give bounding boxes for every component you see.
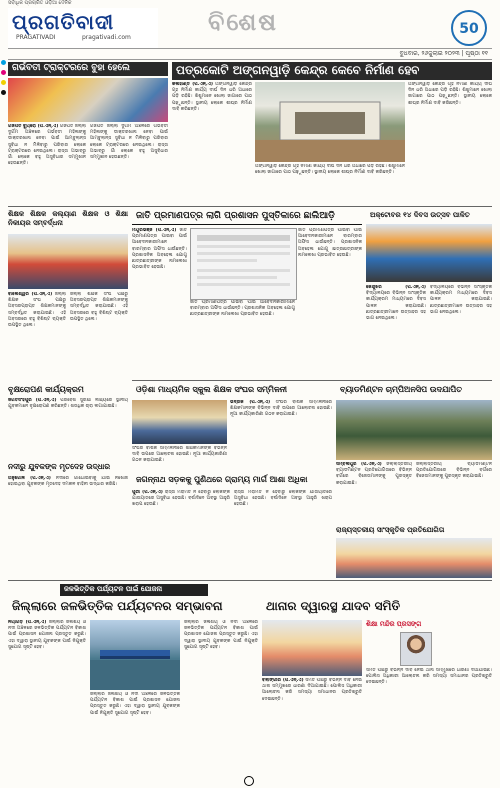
story-7-body-cont: ସଂଘର ବାର୍ଷିକ ସମ୍ମିଳନୀରେ ଶିକ୍ଷକମାନଙ୍କ ବିଭିନ୍ନ ଦାବି ଉପରେ ଆଲୋଚନା ହୋଇଛି। ନୂଆ କାର୍ଯ୍ୟକାରିଣୀ ଗଠନ କରାଯାଇଛି।: [132, 446, 227, 464]
story-7-photo: [132, 400, 227, 444]
building-illustration: [255, 82, 405, 162]
story-12-body: ଜିଲ୍ଲାର ଜଳାଶୟ ଓ ନଦୀ ଅଞ୍ଚଳରେ ଜଳଭିତ୍ତିକ ପର୍ଯ୍ୟଟନ ବିକାଶ ପାଇଁ ପ୍ରଶାସନ ଯୋଜନା ପ୍ରସ୍ତୁତ କରୁଛି। ଏହା ଦ୍ୱାରା ସ୍ଥାନୀୟ ଯୁବକଙ୍କ ପାଇଁ ନିଯୁକ୍ତି ସୁଯୋଗ ସୃଷ୍ଟି ହେବ।: [8, 620, 86, 650]
story-4-headline[interactable]: ଜାତି ପ୍ରମାଣପତ୍ର ଲାଗି ପ୍ରଶାସନ ପୁସ୍ତିକାରେ ଛାଲିଆଡ଼ି: [132, 210, 362, 225]
story-12-body-col2: [90, 692, 180, 780]
story-10-headline[interactable]: ନଦୀରୁ ଯୁବକଙ୍କ ମୃତଦେହ ଉଦ୍ଧାର: [8, 462, 111, 471]
story-1-body: ଗଜପତି ଜିଲ୍ଲା ଦୁର୍ଗମ ଅଞ୍ଚଳରେ ଗର୍ଭବତୀ ମହିଳାଙ୍କୁ ଡାକ୍ତରଖାନା ନେବା ପାଇଁ ଆମ୍ବୁଲାନ୍ସ ସୁବିଧା ନ ମିଳିବାରୁ ପରିବାର ଲୋକେ ଟ୍ରାକ୍ଟରରେ ନେଇଥିଲେ। ରାସ୍ତା ଅଭାବରୁ ଗାଁ ଲୋକେ ବହୁ ଅସୁବିଧାର ସମ୍ମୁଖୀନ ହେଉଛନ୍ତି।: [8, 124, 86, 167]
story-3-body: ଜିଲ୍ଲା ଶିକ୍ଷକ ସଂଘ ପକ୍ଷରୁ ଅବସରପ୍ରାପ୍ତ ଶିକ୍ଷକମାନଙ୍କୁ ସମ୍ବର୍ଦ୍ଧିତ କରାଯାଇଛି। ଏହି ଅବସରରେ ବହୁ ବିଶିଷ୍ଟ ବ୍ୟକ୍ତି ଉପସ୍ଥିତ ଥିଲେ।: [8, 292, 66, 329]
story-3-photo: [8, 234, 128, 289]
story-13-body: ସମିତି ପକ୍ଷରୁ ବିଭିନ୍ନ ଦାବି ନେଇ ଥାନା ସମ୍ମୁଖରେ ଧାରଣା ଦିଆଯାଇଛି। ପୋଲିସ ଅଧିକାରୀ ଆଲୋଚନା କରି ସମସ୍ୟା ସମାଧାନର ପ୍ରତିଶ୍ରୁତି ଦେଇଛନ୍ତି।: [262, 678, 362, 702]
divider-3: [8, 580, 492, 581]
story-13-photo: [262, 620, 362, 676]
story-2-body: ଅଙ୍ଗନୱାଡ଼ି କେନ୍ଦ୍ର ଗୃହ ନିର୍ମାଣ କାର୍ଯ୍ୟ ଦୀର୍ଘ ଦିନ ଧରି ଅଧାରେ ପଡ଼ି ରହିଛି। ଶିଶୁମାନେ ଖୋଲା ଜାଗାରେ ପାଠ ପଢ଼ୁଛନ୍ତି। ସ୍ଥାନୀୟ ଲୋକେ ଶୀଘ୍ର ନିର୍ମାଣ ଦାବି କରିଛନ୍ତି।: [172, 82, 252, 112]
story-6-byline: ଜଗତସିଂହପୁର (ପି.ଏନ୍.ଏ): [8, 398, 57, 403]
date-line: [8, 48, 492, 60]
document-lines-illustration: [191, 229, 296, 299]
section-title: ବିଶେଷ: [208, 8, 278, 36]
story-12-body-col3: [184, 620, 258, 780]
story-4-body-col3: [298, 228, 362, 378]
story-12-photo: [90, 620, 180, 690]
story-2-body-cont2: ଅଙ୍ଗନୱାଡ଼ି କେନ୍ଦ୍ର ଗୃହ ନିର୍ମାଣ କାର୍ଯ୍ୟ ଦୀର୍ଘ ଦିନ ଧରି ଅଧାରେ ପଡ଼ି ରହିଛି। ଶିଶୁମାନେ ଖୋଲା ଜାଗାରେ ପାଠ ପଢ଼ୁଛନ୍ତି। ସ୍ଥାନୀୟ ଲୋକେ ଶୀଘ୍ର ନିର୍ମାଣ ଦାବି କରିଛନ୍ତି।: [408, 82, 492, 106]
story-4-body-cont2: ଜାତି ପ୍ରମାଣପତ୍ର ପାଇବା ପାଇଁ ଆବେଦନକାରୀମାନେ ବାରମ୍ବାର ଅଫିସ ଧାଉଁଛନ୍ତି। ପ୍ରଶାସନିକ ଅବହେଳା ଯୋଗୁ ଛାତ୍ରଛାତ୍ରୀଙ୍କ ନାମଲେଖା ପ୍ରଭାବିତ ହେଉଛି।: [298, 228, 362, 258]
story-7-body-col1: [230, 400, 332, 470]
story-3-body-cont: ଜିଲ୍ଲା ଶିକ୍ଷକ ସଂଘ ପକ୍ଷରୁ ଅବସରପ୍ରାପ୍ତ ଶିକ୍ଷକମାନଙ୍କୁ ସମ୍ବର୍ଦ୍ଧିତ କରାଯାଇଛି। ଏହି ଅବସରରେ ବହୁ ବିଶିଷ୍ଟ ବ୍ୟକ୍ତି ଉପସ୍ଥିତ ଥିଲେ।: [70, 292, 128, 322]
story-5-byline: କେନ୍ଦୁଝର (ପି.ଏନ୍.ଏ): [366, 285, 426, 290]
story-6-body: [8, 398, 128, 458]
story-9-body-col2: [234, 490, 332, 550]
story-3-byline: ବାଲେଶ୍ୱର (ପି.ଏନ୍.ଏ): [8, 292, 53, 297]
anniversary-badge: [446, 8, 492, 48]
story-13-body-col1: [262, 678, 362, 780]
story-3-body-col1: [8, 292, 66, 380]
story-2-body-col2: [255, 164, 405, 202]
story-1-body-cont: ଗଜପତି ଜିଲ୍ଲା ଦୁର୍ଗମ ଅଞ୍ଚଳରେ ଗର୍ଭବତୀ ମହିଳାଙ୍କୁ ଡାକ୍ତରଖାନା ନେବା ପାଇଁ ଆମ୍ବୁଲାନ୍ସ ସୁବିଧା ନ ମିଳିବାରୁ ପରିବାର ଲୋକେ ଟ୍ରାକ୍ଟରରେ ନେଇଥିଲେ। ରାସ୍ତା ଅଭାବରୁ ଗାଁ ଲୋକେ ବହୁ ଅସୁବିଧାର ସମ୍ମୁଖୀନ ହେଉଛନ୍ତି।: [90, 124, 168, 161]
story-1-body-col2: [90, 124, 168, 204]
story-5-headline[interactable]: ଅକ୍ଟୋବର ୧୪ ଦିବସ ଉତ୍ସବ ପାଳିତ: [366, 210, 492, 222]
story-13-body-cont: ସମିତି ପକ୍ଷରୁ ବିଭିନ୍ନ ଦାବି ନେଇ ଥାନା ସମ୍ମୁଖରେ ଧାରଣା ଦିଆଯାଇଛି। ପୋଲିସ ଅଧିକାରୀ ଆଲୋଚନା କରି ସମସ୍ୟା ସମାଧାନର ପ୍ରତିଶ୍ରୁତି ଦେଇଛନ୍ତି।: [366, 668, 492, 686]
story-7-headline[interactable]: ଓଡ଼ିଶା ମାଧ୍ୟମିକ ସ୍କୁଲ ଶିକ୍ଷକ ସଂଘର ସମ୍ମିଳନୀ: [132, 384, 332, 398]
story-8-byline: ସମ୍ବଲପୁର (ପି.ଏନ୍.ଏ): [336, 462, 382, 467]
story-2-byline: କଳାହାଣ୍ଡି (ପି.ଏନ୍.ଏ): [172, 82, 213, 87]
story-2-body-cont: ଅଙ୍ଗନୱାଡ଼ି କେନ୍ଦ୍ର ଗୃହ ନିର୍ମାଣ କାର୍ଯ୍ୟ ଦୀର୍ଘ ଦିନ ଧରି ଅଧାରେ ପଡ଼ି ରହିଛି। ଶିଶୁମାନେ ଖୋଲା ଜାଗାରେ ପାଠ ପଢ଼ୁଛନ୍ତି। ସ୍ଥାନୀୟ ଲୋକେ ଶୀଘ୍ର ନିର୍ମାଣ ଦାବି କରିଛନ୍ତି।: [255, 164, 405, 176]
story-13-headline[interactable]: ଥାନାର ଦ୍ୱାରସ୍ଥ ଯାଦବ ସମିତି: [262, 598, 492, 616]
story-11-headline[interactable]: ରାଜ୍ୟସ୍ତରୀୟ ସାଂସ୍କୃତିକ ପ୍ରତିଯୋଗିତା: [336, 526, 445, 534]
registration-marks: [0, 0, 8, 788]
story-4-body: ଜାତି ପ୍ରମାଣପତ୍ର ପାଇବା ପାଇଁ ଆବେଦନକାରୀମାନେ ବାରମ୍ବାର ଅଫିସ ଧାଉଁଛନ୍ତି। ପ୍ରଶାସନିକ ଅବହେଳା ଯୋଗୁ ଛାତ୍ରଛାତ୍ରୀଙ୍କ ନାମଲେଖା ପ୍ରଭାବିତ ହେଉଛି।: [132, 228, 187, 271]
story-13-inset-title: ଶିକ୍ଷା ମନ୍ଦିର ପ୍ରସଙ୍ଗ: [366, 620, 422, 628]
story-4-byline: ମୟୂରଭଞ୍ଜ (ପି.ଏନ୍.ଏ): [132, 228, 177, 233]
story-10-byline: ଅନୁଗୋଳ (ପି.ଏନ୍.ଏ): [8, 476, 51, 481]
story-9-body-col1: [132, 490, 230, 550]
divider-2: [132, 380, 492, 381]
story-12-body-col1: [8, 620, 86, 780]
story-4-body-col2: [190, 300, 295, 378]
story-12-body-cont: ଜିଲ୍ଲାର ଜଳାଶୟ ଓ ନଦୀ ଅଞ୍ଚଳରେ ଜଳଭିତ୍ତିକ ପର୍ଯ୍ୟଟନ ବିକାଶ ପାଇଁ ପ୍ରଶାସନ ଯୋଜନା ପ୍ରସ୍ତୁତ କରୁଛି। ଏହା ଦ୍ୱାରା ସ୍ଥାନୀୟ ଯୁବକଙ୍କ ପାଇଁ ନିଯୁକ୍ତି ସୁଯୋଗ ସୃଷ୍ଟି ହେବ।: [90, 692, 180, 716]
anniversary-number: 50: [459, 21, 479, 37]
story-2-body-col3: [408, 82, 492, 202]
anniversary-emblem-icon: [446, 8, 492, 48]
story-2-photo: [255, 82, 405, 162]
story-4-body-cont: ଜାତି ପ୍ରମାଣପତ୍ର ପାଇବା ପାଇଁ ଆବେଦନକାରୀମାନେ ବାରମ୍ବାର ଅଫିସ ଧାଉଁଛନ୍ତି। ପ୍ରଶାସନିକ ଅବହେଳା ଯୋଗୁ ଛାତ୍ରଛାତ୍ରୀଙ୍କ ନାମଲେଖା ପ୍ରଭାବିତ ହେଉଛି।: [190, 300, 295, 318]
story-6-body-text: ପରିବେଶ ସୁରକ୍ଷା ଲକ୍ଷ୍ୟରେ ସ୍ଥାନୀୟ ଯୁବକମାନେ ବୃକ୍ଷରୋପଣ କରିଛନ୍ତି। ଶତାଧିକ ଚାରା ଲଗାଯାଇଛି।: [8, 398, 128, 410]
story-1-headline[interactable]: ଗର୍ଭବତୀ ଟ୍ରାକ୍ଟରରେ ବୁହା ହେଲେ: [8, 62, 168, 76]
story-13-byline: ବଲାଙ୍ଗୀର (ପି.ଏନ୍.ଏ): [262, 678, 304, 683]
story-2-headline[interactable]: ପତ୍ରକୋଟି ଅଙ୍ଗନୱାଡ଼ି କେନ୍ଦ୍ର କେବେ ନିର୍ମାଣ ହେବ: [172, 62, 492, 80]
story-7-byline: ଭଦ୍ରକ (ପି.ଏନ୍.ଏ): [230, 400, 271, 405]
story-5-body-col1: [366, 285, 426, 380]
issue-date: ବୁଧବାର, ୨୬ଜୁଲାଇ ୨୦୨୩ | ପୃଷ୍ଠା ୧୧: [399, 50, 488, 57]
story-10-body: [8, 476, 128, 550]
story-8-body-col2: [416, 462, 492, 522]
story-9-body-cont: ରାସ୍ତା ମରାମତି ନ ହେବାରୁ ଲୋକଙ୍କ ଯାତାୟାତରେ ଅସୁବିଧା ହେଉଛି। ବର୍ଷାଦିନେ ଅବସ୍ଥା ଆହୁରି ଖରାପ ହେଉଛି।: [234, 490, 332, 508]
story-10-body-text: ନଦୀରେ ଗାଧୋଇବାକୁ ଯାଇ ନିଖୋଜ ହୋଇଥିବା ଯୁବକଙ୍କ ମୃତଦେହ ଦମକଳ ବାହିନୀ ଉଦ୍ଧାର କରିଛି।: [8, 476, 128, 488]
story-1-byline: ଗଜପତି ବ୍ୟୁରୋ (ପି.ଏନ୍.ଏ): [8, 124, 59, 129]
logo-url: pragativadi.com: [82, 34, 131, 41]
story-5-photo: [366, 224, 492, 282]
story-7-body-col2: [132, 446, 227, 470]
divider-1: [8, 206, 492, 207]
tagline: ସର୍ବାଧିକ ପ୍ରଚାରିତ ଓଡ଼ିଆ ଦୈନିକ: [8, 0, 72, 6]
story-1-photo: [8, 78, 168, 122]
story-8-headline[interactable]: ବ୍ୟାଡମିଣ୍ଟନ ଚାମ୍ପିଅନସିପ ଉଦଯାପିତ: [336, 384, 492, 398]
story-8-photo: [336, 400, 492, 460]
story-5-body-col2: [430, 285, 492, 380]
story-9-headline[interactable]: ଜଗନ୍ନାଥ ସଡ଼କକୁ ପୁଣିଥରେ ଗ୍ରାମ୍ୟ ମାର୍ଗ ଆଶା ଅଧିକା: [132, 474, 332, 488]
story-5-body: ବିଦ୍ୟାଳୟରେ ବିଭିନ୍ନ ସାଂସ୍କୃତିକ କାର୍ଯ୍ୟକ୍ରମ ମାଧ୍ୟମରେ ଦିବସ ପାଳନ କରାଯାଇଛି। ଛାତ୍ରଛାତ୍ରୀମାନେ ଉତ୍ସାହର ସହ ଭାଗ ନେଇଥିଲେ।: [366, 291, 426, 322]
story-12-byline: ନୟାଗଡ଼ (ପି.ଏନ୍.ଏ): [8, 620, 47, 625]
story-12-kicker: ଜଳଭିତ୍ତିକ ପର୍ଯ୍ୟଟନ ପାଇଁ ଯୋଜନା: [60, 584, 208, 596]
story-4-body-col1: [132, 228, 187, 378]
story-13-body-col2: [366, 668, 492, 780]
story-3-headline[interactable]: ଶିକ୍ଷକ ଶିକ୍ଷକ କଲ୍ୟାଣ ଶିକ୍ଷକ ଓ ଶିକ୍ଷା ନିକାୟର ସମ୍ବର୍ଦ୍ଧନା: [8, 210, 128, 227]
yellow-mark: [1, 80, 6, 85]
story-9-body: ରାସ୍ତା ମରାମତି ନ ହେବାରୁ ଲୋକଙ୍କ ଯାତାୟାତରେ ଅସୁବିଧା ହେଉଛି। ବର୍ଷାଦିନେ ଅବସ୍ଥା ଆହୁରି ଖରାପ ହେଉଛି।: [132, 490, 230, 508]
black-mark: [1, 90, 6, 95]
story-8-body-cont: ଜିଲ୍ଲାସ୍ତରୀୟ ବ୍ୟାଡମିଣ୍ଟନ ପ୍ରତିଯୋଗିତାରେ ବିଭିନ୍ନ ବର୍ଗରେ ବିଜେତାମାନଙ୍କୁ ପୁରସ୍କୃତ କରାଯାଇଛି।: [416, 462, 492, 480]
story-11-photo: [336, 538, 492, 578]
story-4-document-photo: [190, 228, 297, 300]
story-8-body-col1: [336, 462, 412, 522]
cyan-mark: [1, 60, 6, 65]
registration-target-icon: [244, 776, 254, 786]
masthead: [8, 0, 492, 48]
story-5-body-cont: ବିଦ୍ୟାଳୟରେ ବିଭିନ୍ନ ସାଂସ୍କୃତିକ କାର୍ଯ୍ୟକ୍ରମ ମାଧ୍ୟମରେ ଦିବସ ପାଳନ କରାଯାଇଛି। ଛାତ୍ରଛାତ୍ରୀମାନେ ଉତ୍ସାହର ସହ ଭାଗ ନେଇଥିଲେ।: [430, 285, 492, 315]
story-6-headline[interactable]: ବୃକ୍ଷରୋପଣ କାର୍ଯ୍ୟକ୍ରମ: [8, 385, 84, 394]
story-8-body: ଜିଲ୍ଲାସ୍ତରୀୟ ବ୍ୟାଡମିଣ୍ଟନ ପ୍ରତିଯୋଗିତାରେ ବିଭିନ୍ନ ବର୍ଗରେ ବିଜେତାମାନଙ୍କୁ ପୁରସ୍କୃତ କରାଯାଇଛି।: [336, 462, 412, 486]
story-12-body-cont2: ଜିଲ୍ଲାର ଜଳାଶୟ ଓ ନଦୀ ଅଞ୍ଚଳରେ ଜଳଭିତ୍ତିକ ପର୍ଯ୍ୟଟନ ବିକାଶ ପାଇଁ ପ୍ରଶାସନ ଯୋଜନା ପ୍ରସ୍ତୁତ କରୁଛି। ଏହା ଦ୍ୱାରା ସ୍ଥାନୀୟ ଯୁବକଙ୍କ ପାଇଁ ନିଯୁକ୍ତି ସୁଯୋଗ ସୃଷ୍ଟି ହେବ।: [184, 620, 258, 650]
story-12-headline[interactable]: ଜିଲ୍ଲାରେ ଜଳଭିତ୍ତିକ ପର୍ଯ୍ୟଟନର ସମ୍ଭାବନା: [8, 598, 258, 616]
logo-text: ପ୍ରଗତିବାଦୀ: [12, 10, 115, 34]
story-3-body-col2: [70, 292, 128, 380]
story-7-body: ସଂଘର ବାର୍ଷିକ ସମ୍ମିଳନୀରେ ଶିକ୍ଷକମାନଙ୍କ ବିଭିନ୍ନ ଦାବି ଉପରେ ଆଲୋଚନା ହୋଇଛି। ନୂଆ କାର୍ଯ୍ୟକାରିଣୀ ଗଠନ କରାଯାଇଛି।: [230, 400, 332, 418]
story-2-body-col1: [172, 82, 252, 202]
story-9-byline: ପୁରୀ (ପି.ଏନ୍.ଏ): [132, 490, 163, 495]
magenta-mark: [1, 70, 6, 75]
logo[interactable]: [8, 8, 158, 48]
story-13-portrait: [400, 632, 432, 666]
jetty-illustration: [90, 620, 180, 690]
story-1-body-col1: [8, 124, 86, 204]
logo-subtitle: PRAGATIVADI: [16, 34, 56, 41]
